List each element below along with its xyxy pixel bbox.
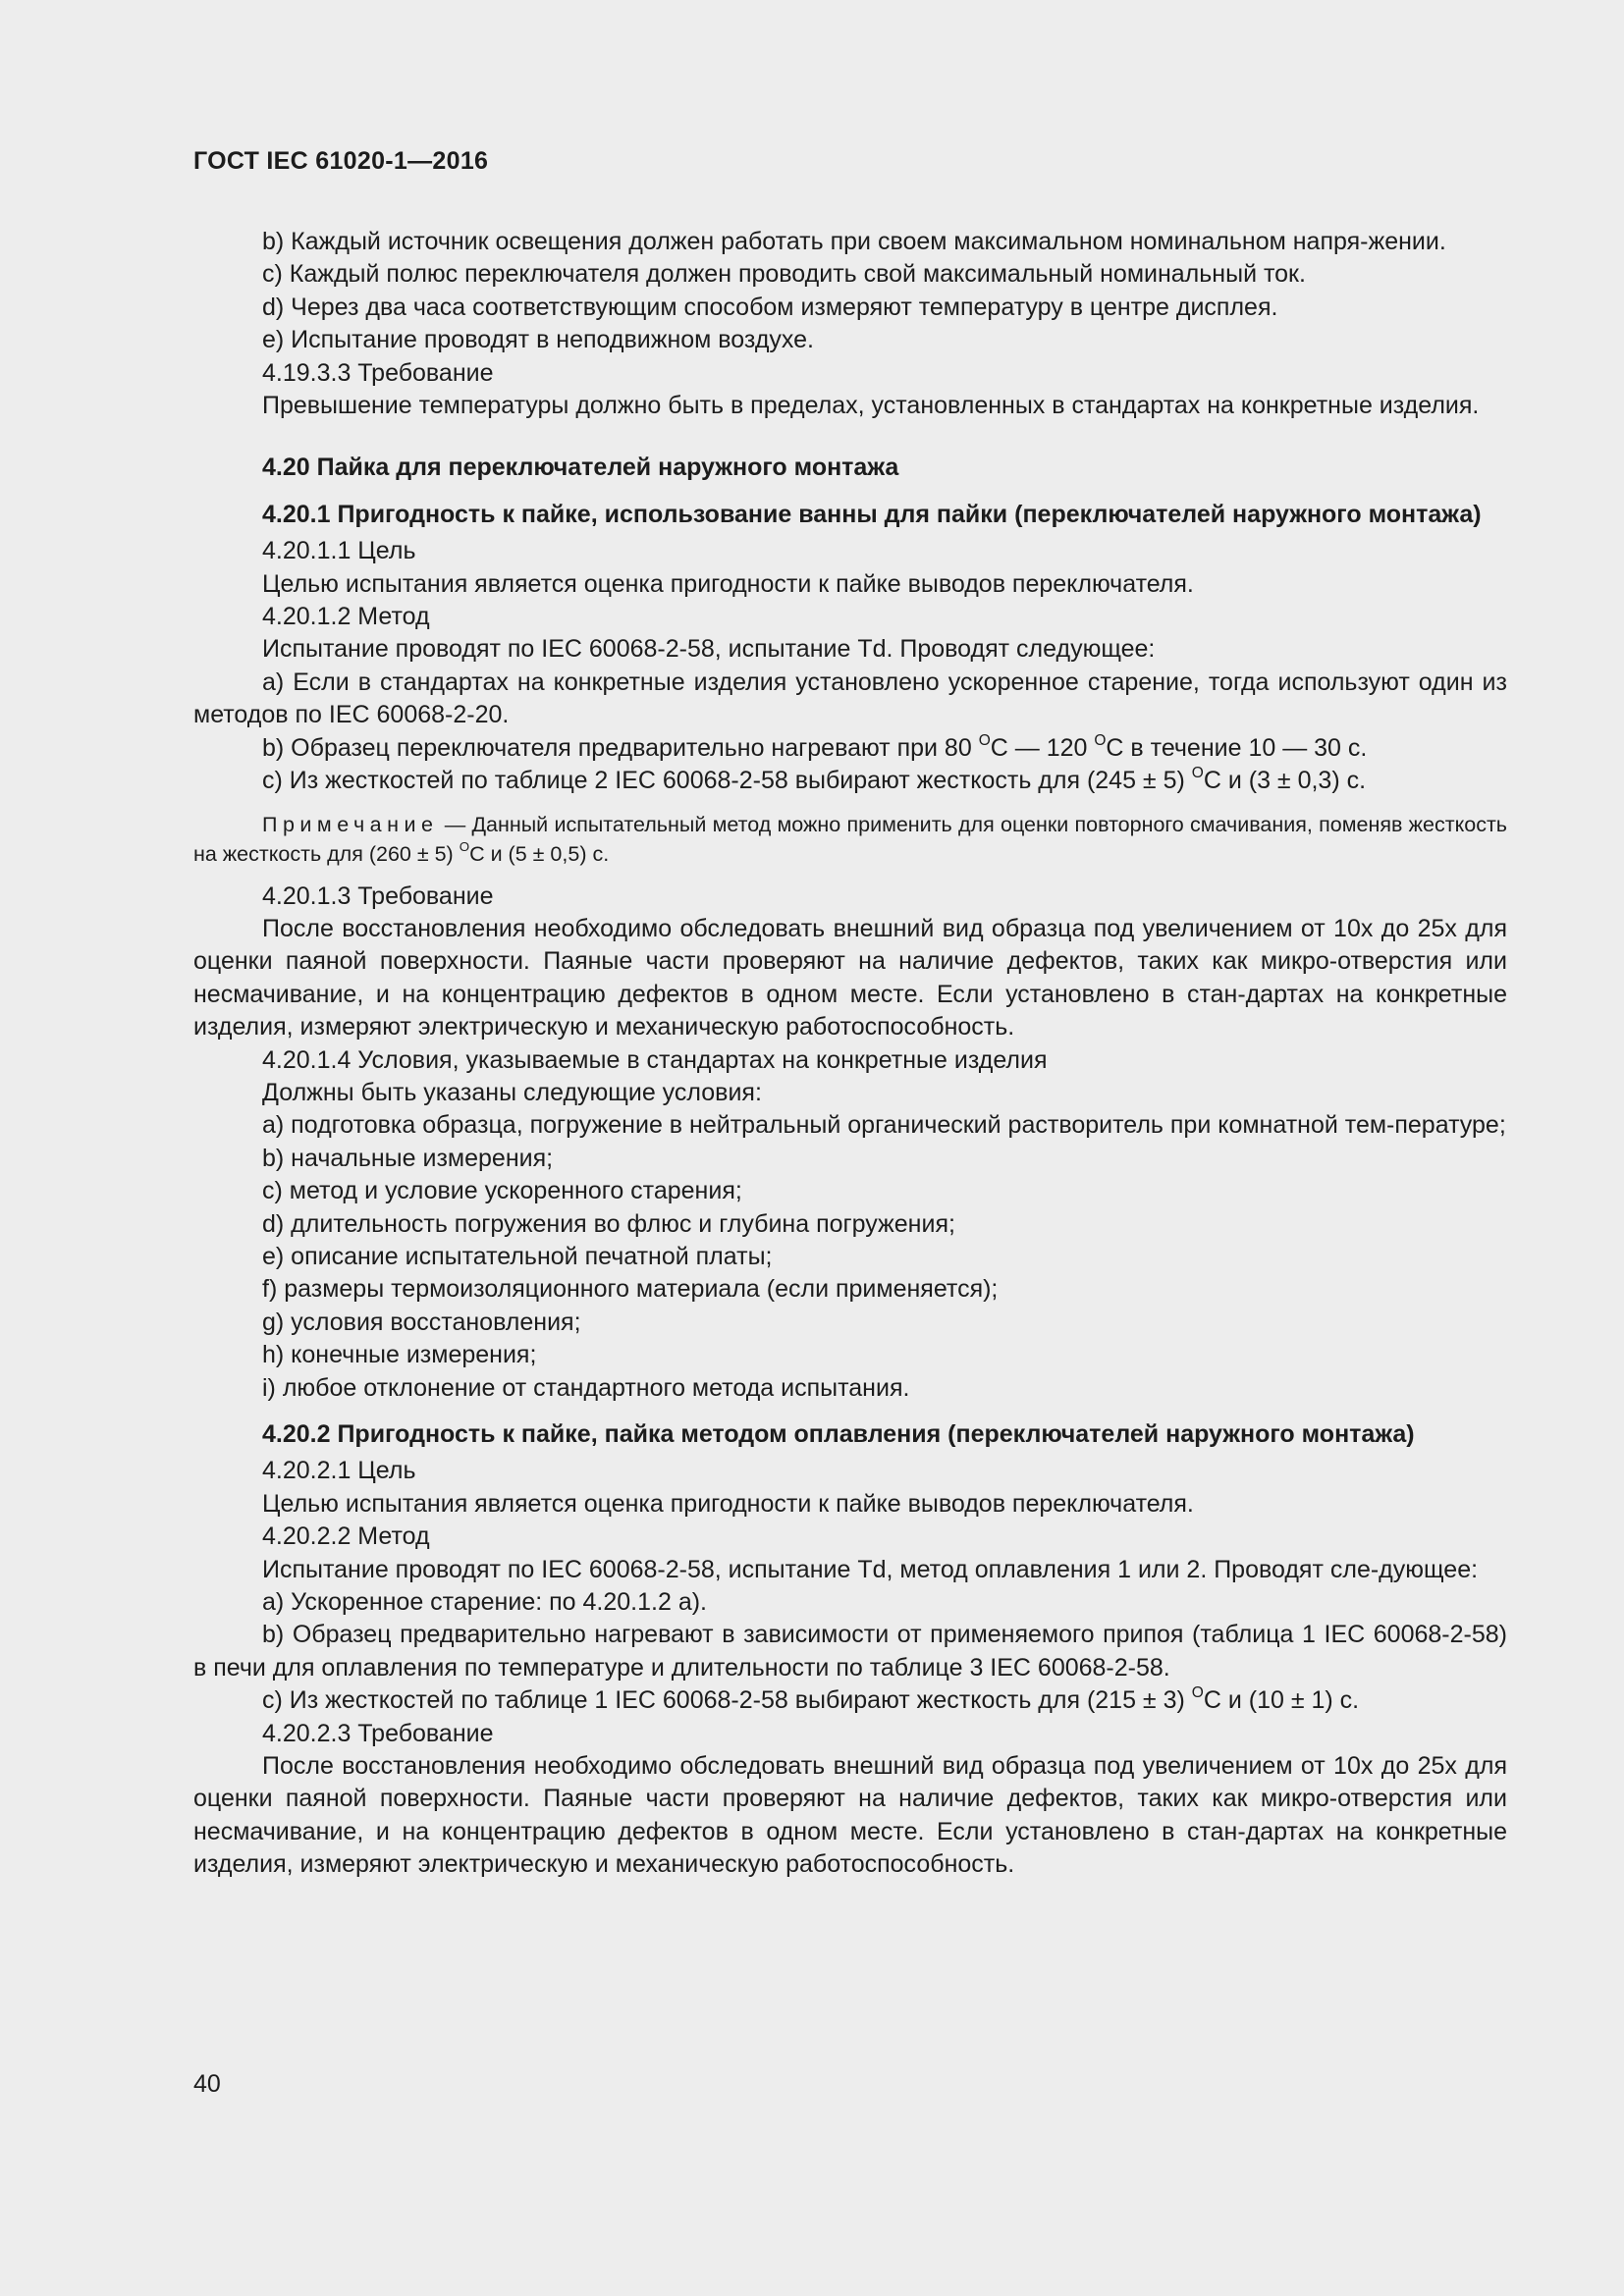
clause-number: 4.20.1.1 Цель: [262, 537, 416, 565]
paragraph: [193, 765, 1507, 797]
text-run: b) Образец переключателя предварительно нагревают при 80: [262, 733, 979, 762]
text-run: C и (10 ± 1) с.: [1203, 1686, 1360, 1715]
page-number: 40: [193, 2070, 221, 2098]
clause-number: 4.20.1.3 Требование: [262, 881, 494, 910]
paragraph: Испытание проводят по IEC 60068-2-58, испытание Td. Проводят следующее:: [262, 635, 1156, 664]
paragraph: После восстановления необходимо обследовать внешний вид образца под увеличением от 10х до 25х для оценки паяной поверхности. Паяные части проверяют на наличие дефектов, таких как микро-отверстия или несмачивание, и на концентрацию дефектов в одном месте. Если установлено в стан-дартах на конкретные изделия, измеряют электрическую и механическую работоспособность.: [193, 1752, 1507, 1879]
degree-superscript: О: [1191, 765, 1204, 782]
text-run: — Данный испытательный метод можно применить для оценки повторного смачивания, поменяв жесткость на жесткость для (260 ± 5): [193, 812, 1507, 866]
degree-superscript: О: [978, 731, 991, 749]
document-header: ГОСТ IEC 61020-1—2016: [193, 147, 489, 175]
clause-number: 4.20.1.4 Условия, указываемые в стандартах на конкретные изделия: [262, 1045, 1048, 1074]
subsection-heading: 4.20.1 Пригодность к пайке, использование ванны для пайки (переключателей наружного монтажа): [262, 500, 1482, 528]
paragraph: a) Ускоренное старение: по 4.20.1.2 a).: [262, 1588, 707, 1617]
subsection-heading: 4.20.2 Пригодность к пайке, пайка методом оплавления (переключателей наружного монтажа): [262, 1420, 1415, 1448]
note: [193, 810, 1507, 869]
text-run: C — 120: [990, 733, 1095, 762]
list-item: i) любое отклонение от стандартного метода испытания.: [262, 1373, 910, 1402]
list-item: h) конечные измерения;: [262, 1341, 537, 1369]
clause-number: 4.20.2.3 Требование: [262, 1719, 494, 1747]
list-item: f) размеры термоизоляционного материала (если применяется);: [262, 1275, 999, 1304]
paragraph: [193, 1684, 1507, 1717]
note-label: Примечание: [262, 812, 439, 836]
degree-superscript: О: [1191, 1684, 1204, 1702]
list-item: d) длительность погружения во флюс и глубина погружения;: [262, 1209, 955, 1238]
paragraph: После восстановления необходимо обследовать внешний вид образца под увеличением от 10х до 25х для оценки паяной поверхности. Паяные части проверяют на наличие дефектов, таких как микро-отверстия или несмачивание, и на концентрацию дефектов в одном месте. Если установлено в стан-дартах на конкретные изделия, измеряют электрическую и механическую работоспособность.: [193, 914, 1507, 1041]
paragraph: Должны быть указаны следующие условия:: [262, 1078, 762, 1106]
paragraph: Целью испытания является оценка пригодности к пайке выводов переключателя.: [262, 569, 1194, 598]
text-run: C и (3 ± 0,3) с.: [1203, 767, 1367, 795]
text-run: C и (5 ± 0,5) с.: [469, 841, 610, 866]
paragraph: e) Испытание проводят в неподвижном воздухе.: [262, 326, 814, 354]
text-run: c) Из жесткостей по таблице 2 IEC 60068-2-58 выбирают жесткость для (245 ± 5): [262, 767, 1192, 795]
text-run: C в течение 10 — 30 с.: [1106, 733, 1368, 762]
degree-superscript: О: [459, 839, 470, 855]
paragraph: Превышение температуры должно быть в пределах, установленных в стандартах на конкретные изделия.: [262, 392, 1480, 420]
list-item: g) условия восстановления;: [262, 1308, 581, 1336]
degree-superscript: О: [1094, 731, 1107, 749]
document-body: [193, 226, 1507, 1882]
list-item: b) начальные измерения;: [262, 1144, 554, 1172]
paragraph: b) Каждый источник освещения должен работать при своем максимальном номинальном напря-жении.: [262, 228, 1446, 255]
paragraph: Целью испытания является оценка пригодности к пайке выводов переключателя.: [262, 1489, 1194, 1518]
clause-number: 4.20.2.2 Метод: [262, 1522, 430, 1551]
clause-number: 4.19.3.3 Требование: [262, 358, 494, 387]
paragraph: b) Образец предварительно нагревают в зависимости от применяемого припоя (таблица 1 IEC 60068-2-58) в печи для оплавления по температуре и длительности по таблице 3 IEC 60068-2-58.: [193, 1621, 1507, 1682]
paragraph: Испытание проводят по IEC 60068-2-58, испытание Td, метод оплавления 1 или 2. Проводят сле-дующее:: [262, 1555, 1479, 1583]
clause-number: 4.20.2.1 Цель: [262, 1457, 416, 1485]
list-item: a) подготовка образца, погружение в нейтральный органический растворитель при комнатной тем-пературе;: [262, 1111, 1506, 1140]
section-heading: 4.20 Пайка для переключателей наружного монтажа: [262, 454, 899, 482]
paragraph: c) Каждый полюс переключателя должен проводить свой максимальный номинальный ток.: [262, 260, 1306, 289]
paragraph: a) Если в стандартах на конкретные изделия установлено ускоренное старение, тогда используют один из методов по IEC 60068-2-20.: [193, 667, 1507, 729]
paragraph: d) Через два часа соответствующим способом измеряют температуру в центре дисплея.: [262, 293, 1278, 321]
clause-number: 4.20.1.2 Метод: [262, 603, 430, 631]
list-item: e) описание испытательной печатной платы;: [262, 1242, 773, 1270]
text-run: c) Из жесткостей по таблице 1 IEC 60068-2-58 выбирают жесткость для (215 ± 3): [262, 1686, 1192, 1715]
list-item: c) метод и условие ускоренного старения;: [262, 1177, 742, 1205]
paragraph: [193, 732, 1507, 765]
